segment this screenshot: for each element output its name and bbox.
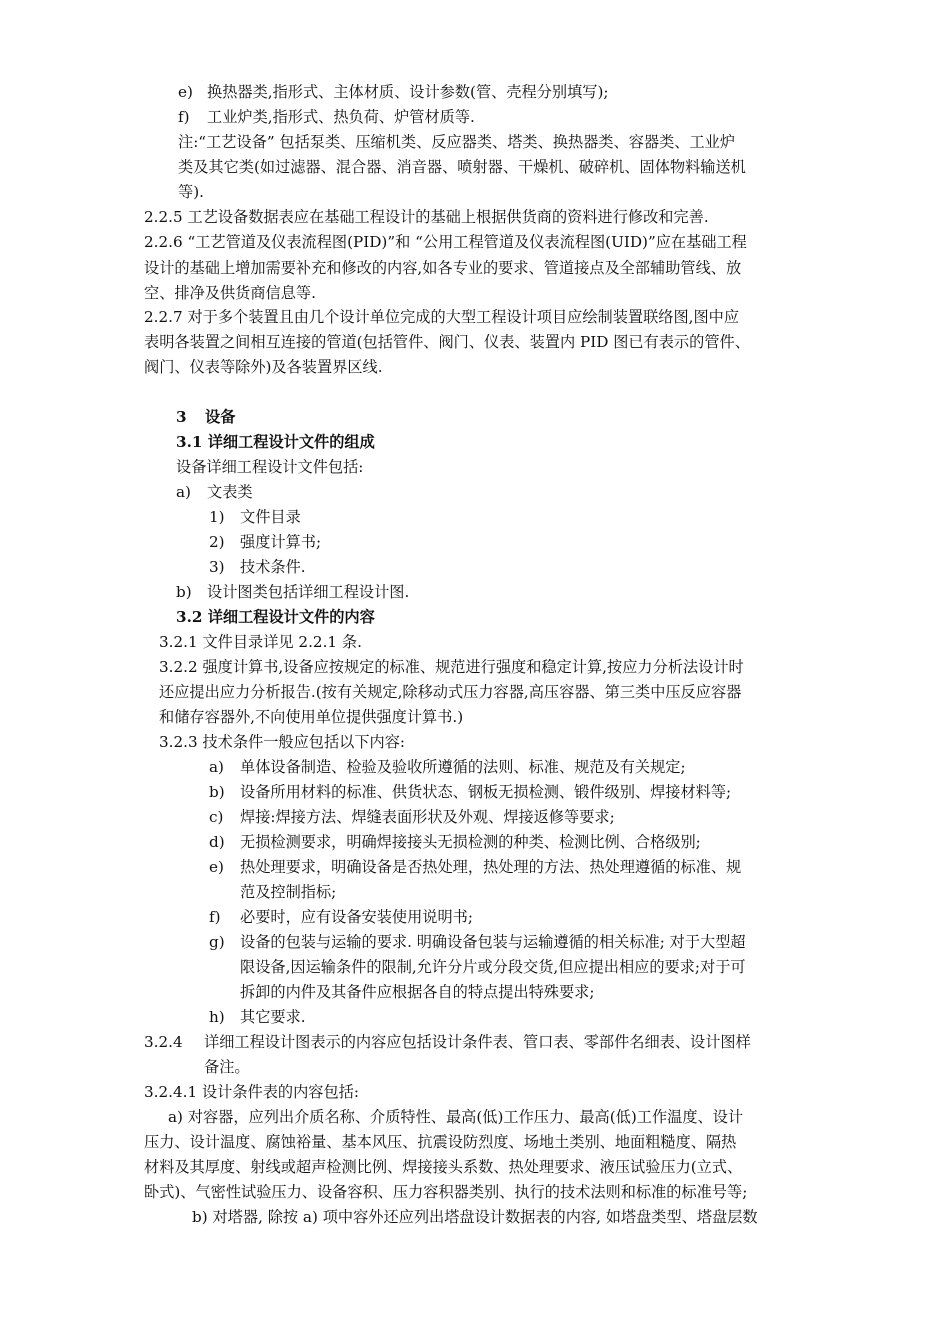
clause-number-3-2-4: 3.2.4: [144, 1033, 183, 1051]
list-item-text: 工业炉类,指形式、热负荷、炉管材质等.: [207, 108, 475, 126]
list-marker: c): [209, 808, 224, 826]
list-item-text: 设备所用材料的标准、供货状态、钢板无损检测、锻件级别、焊接材料等;: [240, 783, 732, 801]
clause-3-2-2: 还应提出应力分析报告.(按有关规定,除移动式压力容器,高压容器、第三类中压反应容器: [159, 683, 742, 701]
list-item-text: 无损检测要求，明确焊接接头无损检测的种类、检测比例、合格级别;: [240, 833, 701, 851]
clause-3-2-1: 3.2.1 文件目录详见 2.2.1 条.: [159, 633, 362, 651]
list-marker: g): [209, 933, 225, 951]
list-item-text: 单体设备制造、检验及验收所遵循的法则、标准、规范及有关规定;: [240, 758, 686, 776]
list-marker: e): [209, 858, 224, 876]
clause-2-2-5: 2.2.5 工艺设备数据表应在基础工程设计的基础上根据供货商的资料进行修改和完善.: [144, 208, 709, 226]
note-paragraph: 等).: [178, 183, 204, 201]
clause-2-2-7: 阀门、仪表等除外)及各装置界区线.: [144, 358, 383, 376]
list-item-text: 限设备,因运输条件的限制,允许分片或分段交货,但应提出相应的要求;对于可: [240, 958, 746, 976]
section-number: 3: [176, 408, 187, 426]
list-marker: f): [209, 908, 221, 926]
clause-3-2-2: 和储存容器外,不向使用单位提供强度计算书.): [159, 708, 464, 726]
clause-2-2-6: 设计的基础上增加需要补充和修改的内容,如各专业的要求、管道接点及全部辅助管线、放: [144, 259, 742, 277]
list-item-text: 文件目录: [240, 508, 301, 526]
list-item-text: 文表类: [207, 483, 253, 501]
clause-3-2-4-1: 3.2.4.1 设计条件表的内容包括:: [144, 1083, 359, 1101]
clause-2-2-7: 2.2.7 对于多个装置且由几个设计单位完成的大型工程设计项目应绘制装置联络图,图中应: [144, 308, 740, 326]
list-marker: a): [176, 483, 191, 501]
clause-2-2-6: 2.2.6 “工艺管道及仪表流程图(PID)”和 “公用工程管道及仪表流程图(UID)”应在基础工程: [144, 233, 747, 251]
list-marker: f): [178, 108, 190, 126]
list-marker: b): [176, 583, 192, 601]
clause-2-2-7: 表明各装置之间相互连接的管道(包括管件、阀门、仪表、装置内 PID 图已有表示的管件、: [144, 333, 750, 351]
paragraph: 设备详细工程设计文件包括:: [176, 458, 364, 476]
clause-3-2-4: 详细工程设计图表示的内容应包括设计条件表、管口表、零部件名细表、设计图样: [204, 1033, 751, 1051]
list-marker: a): [209, 758, 224, 776]
list-item-text: 设计图类包括详细工程设计图.: [207, 583, 410, 601]
note-paragraph: 注:“工艺设备” 包括泵类、压缩机类、反应器类、塔类、换热器类、容器类、工业炉: [178, 133, 736, 151]
list-item-text: 热处理要求，明确设备是否热处理，热处理的方法、热处理遵循的标准、规: [240, 858, 742, 876]
list-marker: d): [209, 833, 225, 851]
list-item-text: 范及控制指标;: [240, 883, 337, 901]
paragraph-a: 材料及其厚度、射线或超声检测比例、焊接接头系数、热处理要求、液压试验压力(立式、: [144, 1158, 743, 1176]
subsection-heading-3-1: 3.1 详细工程设计文件的组成: [176, 433, 375, 451]
list-item-text: 拆卸的内件及其备件应根据各自的特点提出特殊要求;: [240, 983, 595, 1001]
clause-3-2-2: 3.2.2 强度计算书,设备应按规定的标准、规范进行强度和稳定计算,按应力分析法设计时: [159, 658, 744, 676]
list-marker: 1): [209, 508, 225, 526]
paragraph-b: b) 对塔器, 除按 a) 项中容外还应列出塔盘设计数据表的内容, 如塔盘类型、塔盘层数: [192, 1208, 758, 1226]
list-item-text: 设备的包装与运输的要求. 明确设备包装与运输遵循的相关标准; 对于大型超: [240, 933, 746, 951]
paragraph-a: 压力、设计温度、腐蚀裕量、基本风压、抗震设防烈度、场地土类别、地面粗糙度、隔热: [144, 1133, 737, 1151]
list-item-text: 换热器类,指形式、主体材质、设计参数(管、壳程分别填写);: [207, 83, 609, 101]
paragraph-a: a) 对容器，应列出介质名称、介质特性、最高(低)工作压力、最高(低)工作温度、设计: [168, 1108, 744, 1126]
clause-2-2-6: 空、排净及供货商信息等.: [144, 284, 316, 302]
list-marker: 2): [209, 533, 225, 551]
list-marker: 3): [209, 558, 225, 576]
list-item-text: 焊接:焊接方法、焊缝表面形状及外观、焊接返修等要求;: [240, 808, 615, 826]
list-item-text: 必要时，应有设备安装使用说明书;: [240, 908, 473, 926]
list-marker: e): [178, 83, 193, 101]
list-item-text: 强度计算书;: [240, 533, 322, 551]
list-marker: h): [209, 1008, 225, 1026]
list-marker: b): [209, 783, 225, 801]
section-heading: 设备: [205, 408, 236, 426]
list-item-text: 技术条件.: [240, 558, 306, 576]
list-item-text: 其它要求.: [240, 1008, 306, 1026]
clause-3-2-4: 备注。: [204, 1058, 250, 1076]
clause-3-2-3: 3.2.3 技术条件一般应包括以下内容:: [159, 733, 406, 751]
paragraph-a: 卧式)、气密性试验压力、设备容积、压力容积器类别、执行的技术法则和标准的标准号等;: [144, 1183, 748, 1201]
subsection-heading-3-2: 3.2 详细工程设计文件的内容: [176, 608, 375, 626]
note-paragraph: 类及其它类(如过滤器、混合器、消音器、喷射器、干燥机、破碎机、固体物料输送机: [178, 158, 746, 176]
